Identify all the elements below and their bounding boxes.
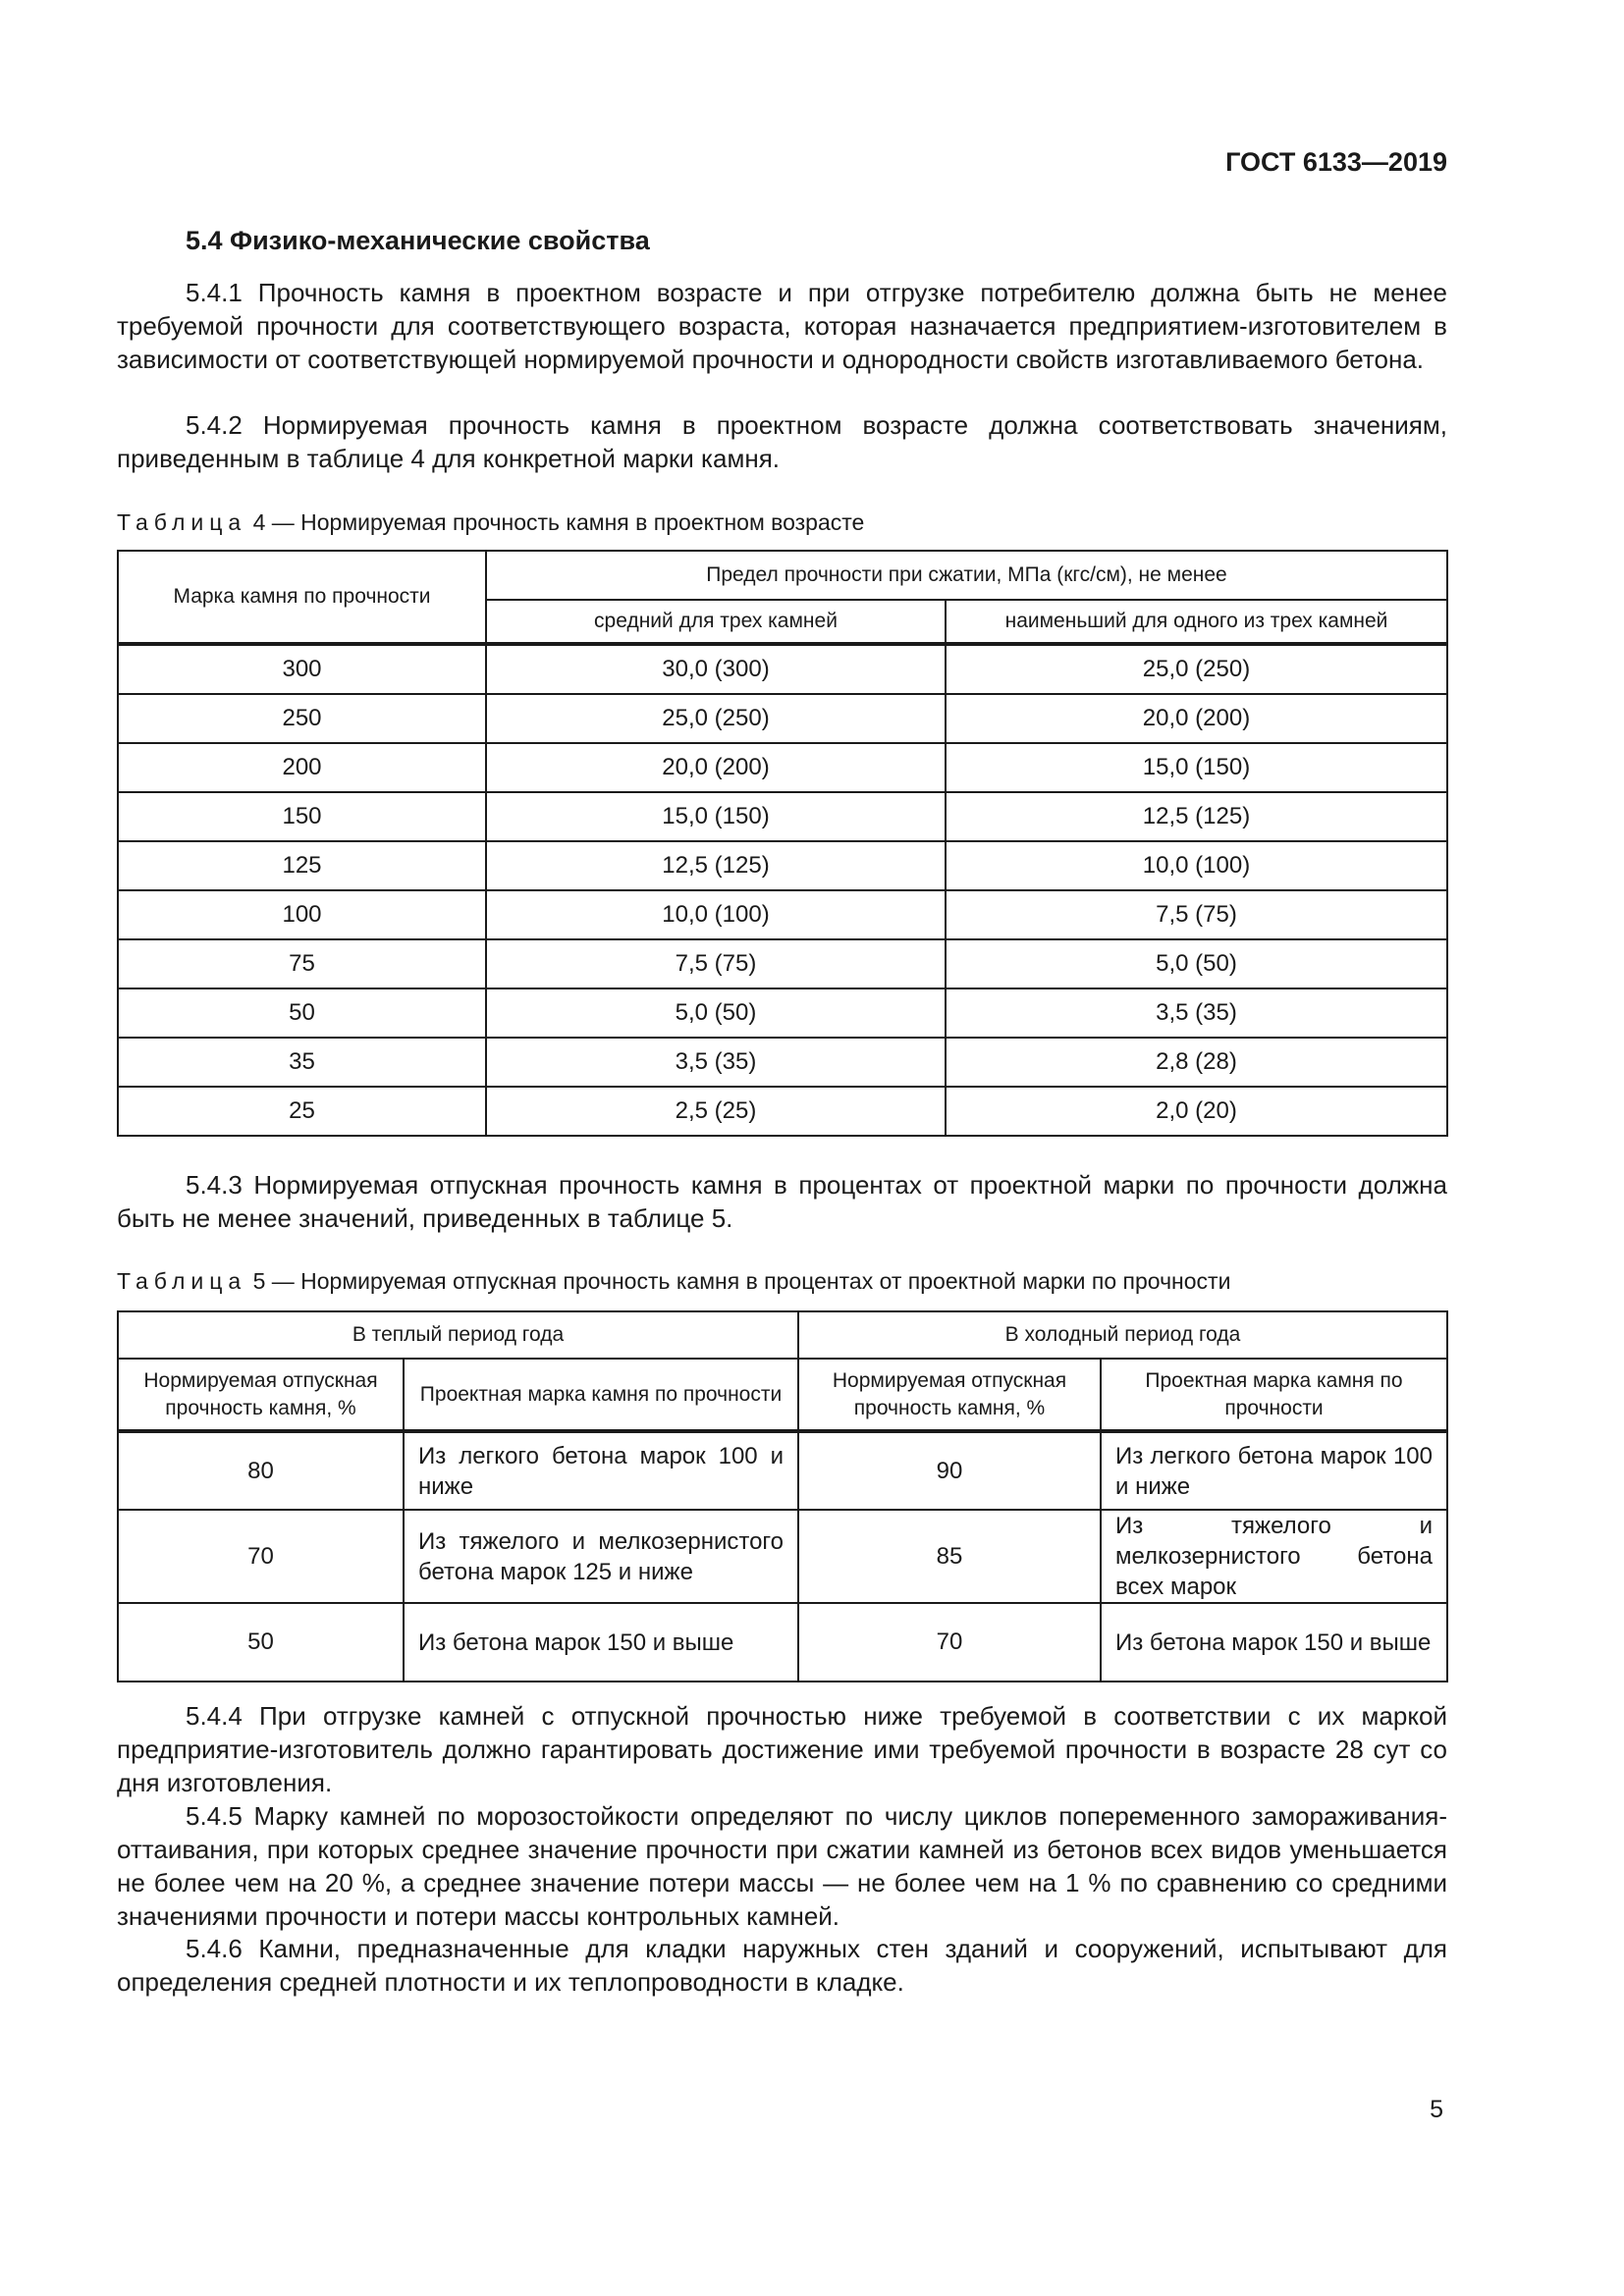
table-cell: Из тяжелого и мелкозернистого бетона всех марок xyxy=(1101,1510,1447,1603)
table-cell: 25 xyxy=(118,1087,486,1136)
paragraph-5-4-1: 5.4.1 Прочность камня в проектном возрасте и при отгрузке потребителю должна быть не менее требуемой прочности для соответствующего возраста, которая назначается предприятием-изготовителем в зависимости от соответствующей нормируемой прочности и однородности свойств изготавливаемого бетона. xyxy=(117,278,1447,374)
paragraph-5-4-2: 5.4.2 Нормируемая прочность камня в проектном возрасте должна соответствовать значениям, приведенным в таблице 4 для конкретной марки камня. xyxy=(117,410,1447,473)
table-cell: 15,0 (150) xyxy=(486,792,946,841)
table-cell: Из тяжелого и мелкозернистого бетона марок 125 и ниже xyxy=(404,1510,798,1603)
table-4-header-average: средний для трех камней xyxy=(486,600,946,644)
table-5-header-cold: В холодный период года xyxy=(798,1311,1447,1359)
paragraph-5-4-4: 5.4.4 При отгрузке камней с отпускной прочностью ниже требуемой в соответствии с их маркой предприятие-изготовитель должно гарантировать достижение ими требуемой прочности в возрасте 28 сут со дня изготовления. xyxy=(117,1701,1447,1797)
table-cell: 12,5 (125) xyxy=(946,792,1447,841)
table-row xyxy=(118,644,1447,694)
table-cell: 100 xyxy=(118,890,486,939)
table-cell: 200 xyxy=(118,743,486,792)
table-row xyxy=(118,890,1447,939)
table-5-header-strength-cold: Нормируемая отпускная прочность камня, % xyxy=(798,1359,1101,1431)
table-cell: 2,0 (20) xyxy=(946,1087,1447,1136)
table-row xyxy=(118,1603,1447,1682)
table-row xyxy=(118,1087,1447,1136)
paragraph-5-4-3: 5.4.3 Нормируемая отпускная прочность камня в процентах от проектной марки по прочности должна быть не менее значений, приведенных в таблице 5. xyxy=(117,1170,1447,1233)
table-4-caption-text: 4 — Нормируемая прочность камня в проектном возрасте xyxy=(252,509,865,535)
section-title: 5.4 Физико-механические свойства xyxy=(186,226,650,255)
table-5 xyxy=(117,1310,1448,1682)
table-cell: 3,5 (35) xyxy=(946,988,1447,1038)
table-cell: 80 xyxy=(118,1431,404,1510)
table-cell: 250 xyxy=(118,694,486,743)
table-cell: 5,0 (50) xyxy=(486,988,946,1038)
table-cell: 70 xyxy=(798,1603,1101,1682)
table-cell: 50 xyxy=(118,1603,404,1682)
document-code-header: ГОСТ 6133—2019 xyxy=(1225,147,1447,177)
table-cell: 20,0 (200) xyxy=(946,694,1447,743)
table-cell: 5,0 (50) xyxy=(946,939,1447,988)
table-row xyxy=(118,743,1447,792)
table-5-caption-label: Таблица xyxy=(117,1268,247,1294)
paragraph-5-4-5: 5.4.5 Марку камней по морозостойкости определяют по числу циклов попеременного замораживания-оттаивания, при которых среднее значение прочности при сжатии камней из бетонов всех видов уменьшается не более чем на 20 %, а среднее значение потери массы — не более чем на 1 % по сравнению со средними значениями прочности и потери массы контрольных камней. xyxy=(117,1801,1447,1931)
table-cell: 15,0 (150) xyxy=(946,743,1447,792)
table-cell: 70 xyxy=(118,1510,404,1603)
table-4-header-minimum: наименьший для одного из трех камней xyxy=(946,600,1447,644)
page-number: 5 xyxy=(1430,2096,1443,2123)
table-5-header-mark-warm: Проектная марка камня по прочности xyxy=(404,1359,798,1431)
table-cell: 25,0 (250) xyxy=(486,694,946,743)
table-5-header-strength-warm: Нормируемая отпускная прочность камня, % xyxy=(118,1359,404,1431)
table-cell: 90 xyxy=(798,1431,1101,1510)
table-cell: 300 xyxy=(118,644,486,694)
table-cell: 30,0 (300) xyxy=(486,644,946,694)
table-cell: 10,0 (100) xyxy=(946,841,1447,890)
table-cell: 12,5 (125) xyxy=(486,841,946,890)
table-cell: 20,0 (200) xyxy=(486,743,946,792)
table-cell: 50 xyxy=(118,988,486,1038)
table-cell: Из бетона марок 150 и выше xyxy=(404,1603,798,1682)
table-row xyxy=(118,1431,1447,1510)
table-cell: 150 xyxy=(118,792,486,841)
table-cell: 25,0 (250) xyxy=(946,644,1447,694)
table-cell: 3,5 (35) xyxy=(486,1038,946,1087)
table-4-caption xyxy=(117,509,864,536)
table-cell: 2,8 (28) xyxy=(946,1038,1447,1087)
table-cell: 125 xyxy=(118,841,486,890)
table-cell: Из бетона марок 150 и выше xyxy=(1101,1603,1447,1682)
table-5-caption xyxy=(117,1268,1230,1295)
table-row xyxy=(118,792,1447,841)
table-5-caption-text: 5 — Нормируемая отпускная прочность камня в процентах от проектной марки по прочности xyxy=(252,1268,1231,1294)
table-5-header-mark-cold: Проектная марка камня по прочности xyxy=(1101,1359,1447,1431)
table-4-caption-label: Таблица xyxy=(117,509,247,535)
table-cell: 35 xyxy=(118,1038,486,1087)
table-5-header-warm: В теплый период года xyxy=(118,1311,798,1359)
table-4 xyxy=(117,550,1448,1137)
table-row xyxy=(118,1038,1447,1087)
paragraph-5-4-6: 5.4.6 Камни, предназначенные для кладки наружных стен зданий и сооружений, испытывают для определения средней плотности и их теплопроводности в кладке. xyxy=(117,1934,1447,1997)
table-cell: Из легкого бетона марок 100 и ниже xyxy=(404,1431,798,1510)
table-cell: Из легкого бетона марок 100 и ниже xyxy=(1101,1431,1447,1510)
table-cell: 75 xyxy=(118,939,486,988)
table-4-header-limit: Предел прочности при сжатии, МПа (кгс/см), не менее xyxy=(486,551,1447,600)
table-row xyxy=(118,841,1447,890)
table-cell: 85 xyxy=(798,1510,1101,1603)
table-row xyxy=(118,694,1447,743)
table-cell: 7,5 (75) xyxy=(486,939,946,988)
table-row xyxy=(118,988,1447,1038)
table-row xyxy=(118,1510,1447,1603)
table-cell: 2,5 (25) xyxy=(486,1087,946,1136)
table-cell: 10,0 (100) xyxy=(486,890,946,939)
table-row xyxy=(118,939,1447,988)
table-cell: 7,5 (75) xyxy=(946,890,1447,939)
table-4-header-mark: Марка камня по прочности xyxy=(118,551,486,644)
